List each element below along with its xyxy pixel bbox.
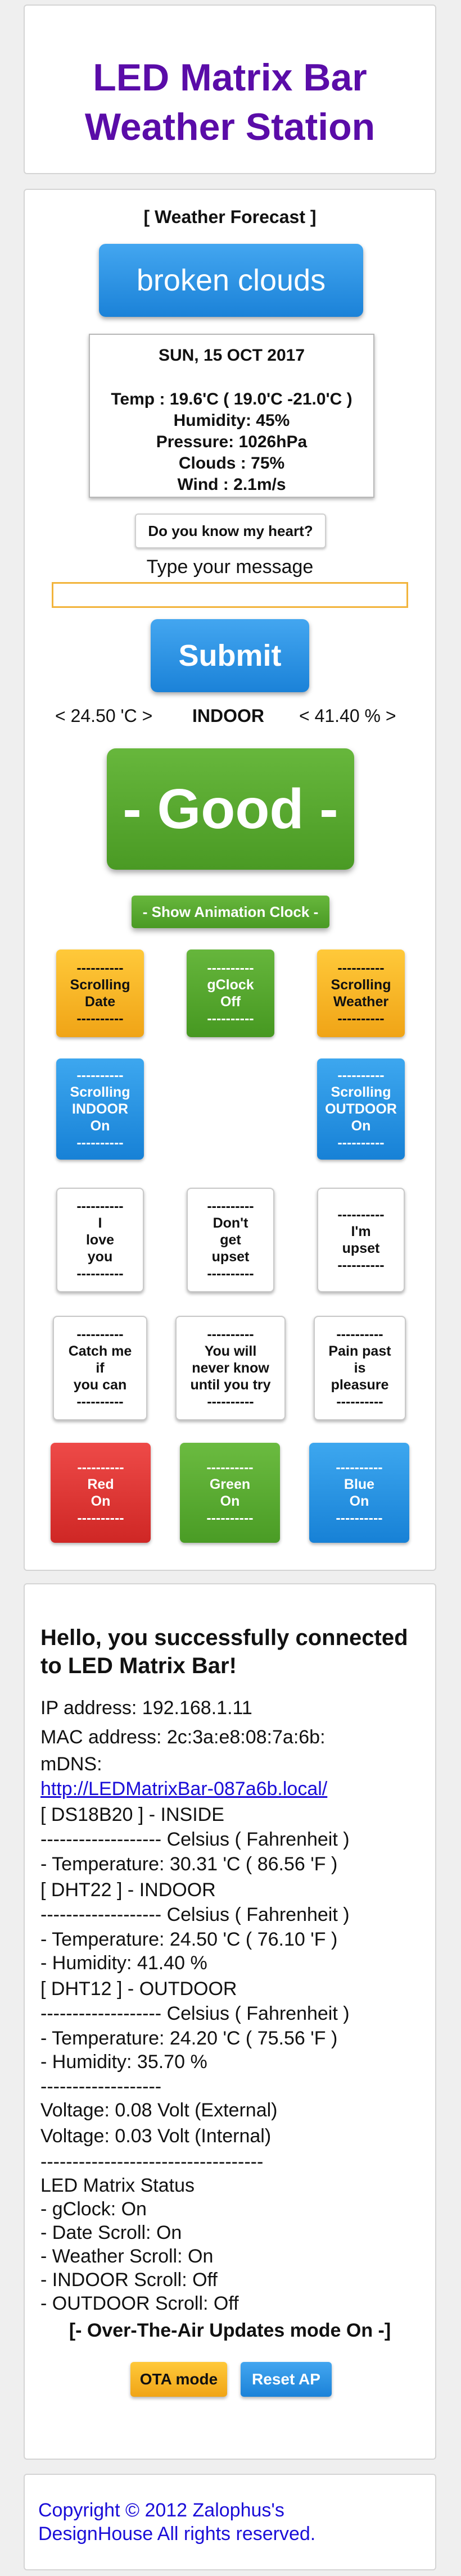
tile-scrolling-outdoor[interactable] — [317, 1058, 405, 1160]
tile-gclock[interactable] — [187, 949, 274, 1037]
tile-label: On — [91, 1493, 111, 1509]
dht22-heading: [ DHT22 ] - INDOOR — [40, 1879, 216, 1901]
tile-label: On — [351, 1118, 371, 1134]
tile-label: OUTDOOR — [325, 1101, 397, 1117]
indoor-label: INDOOR — [192, 706, 264, 726]
separator-long: ----------------------------------- — [40, 2151, 264, 2173]
tile-dash: ---------- — [337, 1011, 385, 1026]
status-date-scroll: - Date Scroll: On — [40, 2222, 182, 2243]
tile-red-led[interactable] — [51, 1443, 151, 1543]
indoor-temp: < 24.50 'C > — [55, 706, 153, 726]
ota-notice: [- Over-The-Air Updates mode On -] — [69, 2320, 391, 2341]
tile-label: you can — [73, 1377, 127, 1393]
message-input[interactable] — [52, 582, 408, 608]
show-animation-clock-button[interactable]: - Show Animation Clock - — [132, 896, 329, 928]
tile-scrolling-indoor[interactable] — [56, 1058, 144, 1160]
tile-label: Green — [209, 1476, 251, 1492]
title-card — [24, 4, 436, 174]
tile-dash: ---------- — [207, 1326, 254, 1342]
forecast-pressure: Pressure: 1026hPa — [156, 433, 308, 451]
tile-label: I'm — [351, 1224, 371, 1239]
dht12-separator: ------------------- Celsius ( Fahrenheit ) — [40, 2003, 350, 2024]
dht22-humidity: - Humidity: 41.40 % — [40, 1952, 207, 1974]
tile-dash: ---------- — [336, 1460, 383, 1475]
tile-dash: ---------- — [337, 1067, 385, 1083]
dht12-heading: [ DHT12 ] - OUTDOOR — [40, 1978, 237, 2000]
tile-label: pleasure — [331, 1377, 389, 1393]
tile-dash: ---------- — [207, 1011, 254, 1026]
ip-address: IP address: 192.168.1.11 — [40, 1697, 252, 1719]
greeting-line: to LED Matrix Bar! — [40, 1653, 237, 1678]
tile-label: Red — [87, 1476, 114, 1492]
page-title — [25, 53, 435, 152]
mdns-link[interactable]: http://LEDMatrixBar-087a6b.local/ — [40, 1778, 328, 1800]
greeting — [40, 1624, 408, 1680]
tile-dash: ---------- — [206, 1460, 254, 1475]
copyright-line: Copyright © 2012 Zalophus's — [38, 2500, 284, 2521]
tile-label: You will — [204, 1343, 257, 1359]
tile-label: never know — [192, 1360, 269, 1376]
tile-i-love-you[interactable] — [56, 1188, 144, 1292]
tile-dash: ---------- — [337, 1207, 385, 1223]
voltage-external: Voltage: 0.08 Volt (External) — [40, 2100, 278, 2121]
tile-dash: ---------- — [207, 1394, 254, 1410]
reset-ap-button[interactable]: Reset AP — [241, 2362, 332, 2397]
forecast-heading: [ Weather Forecast ] — [143, 207, 317, 227]
copyright-line: DesignHouse All rights reserved. — [38, 2523, 316, 2545]
submit-button[interactable]: Submit — [151, 619, 309, 692]
tile-label: Pain past — [328, 1343, 391, 1359]
tile-label: Date — [84, 994, 116, 1010]
tile-dash: ---------- — [76, 960, 124, 976]
tile-dash: ---------- — [76, 1198, 124, 1214]
page-title-line2: Weather Station — [84, 106, 376, 148]
dht12-temperature: - Temperature: 24.20 'C ( 75.56 'F ) — [40, 2028, 338, 2049]
tile-never-know[interactable] — [175, 1316, 286, 1420]
dht22-temperature: - Temperature: 24.50 'C ( 76.10 'F ) — [40, 1929, 338, 1950]
mac-address: MAC address: 2c:3a:e8:08:7a:6b: — [40, 1727, 326, 1748]
tile-label: On — [349, 1493, 369, 1509]
message-label: Type your message — [146, 556, 314, 578]
tile-label: On — [220, 1493, 240, 1509]
tile-dash: ---------- — [207, 960, 254, 976]
tile-dash: ---------- — [76, 1067, 124, 1083]
tile-label: gClock — [207, 977, 254, 993]
tile-dash: ---------- — [207, 1266, 254, 1282]
tile-dash: ---------- — [206, 1510, 254, 1526]
forecast-condition-button[interactable]: broken clouds — [99, 244, 363, 317]
main-card — [24, 189, 436, 1571]
mdns-label: mDNS: — [40, 1753, 102, 1775]
greeting-line: Hello, you successfully connected — [40, 1625, 408, 1650]
tile-im-upset[interactable] — [317, 1188, 405, 1292]
tile-dash: ---------- — [76, 1394, 124, 1410]
status-outdoor-scroll: - OUTDOOR Scroll: Off — [40, 2293, 239, 2314]
tile-label: Off — [220, 994, 241, 1010]
tile-label: get — [220, 1232, 241, 1248]
copyright — [38, 2498, 315, 2546]
forecast-date: SUN, 15 OCT 2017 — [158, 346, 305, 365]
forecast-wind: Wind : 2.1m/s — [177, 475, 286, 494]
tile-label: Blue — [344, 1476, 375, 1492]
tile-label: Catch me — [68, 1343, 132, 1359]
tile-dash: ---------- — [336, 1394, 383, 1410]
status-indoor-scroll: - INDOOR Scroll: Off — [40, 2269, 218, 2291]
tile-scrolling-date[interactable] — [56, 949, 144, 1037]
status-heading: LED Matrix Status — [40, 2175, 195, 2196]
tile-label: Scrolling — [331, 977, 391, 993]
voltage-internal: Voltage: 0.03 Volt (Internal) — [40, 2125, 272, 2147]
tile-dash: ---------- — [76, 1011, 124, 1026]
status-gclock: - gClock: On — [40, 2198, 147, 2220]
tile-label: until you try — [190, 1377, 271, 1393]
tile-dash: ---------- — [337, 1135, 385, 1151]
tile-blue-led[interactable] — [309, 1443, 409, 1543]
dht22-separator: ------------------- Celsius ( Fahrenheit ) — [40, 1904, 350, 1925]
footer-card — [24, 2474, 436, 2570]
tile-dash: ---------- — [337, 960, 385, 976]
tile-label: INDOOR — [72, 1101, 128, 1117]
tile-label: On — [90, 1118, 110, 1134]
tile-dash: ---------- — [336, 1326, 383, 1342]
tile-label: upset — [211, 1249, 250, 1265]
tile-dash: ---------- — [337, 1257, 385, 1273]
tile-dont-get-upset[interactable] — [187, 1188, 274, 1292]
ds18b20-heading: [ DS18B20 ] - INSIDE — [40, 1804, 224, 1825]
tile-label: is — [354, 1360, 366, 1376]
page-title-line1: LED Matrix Bar — [93, 56, 367, 99]
tile-dash: ---------- — [76, 1135, 124, 1151]
tile-catch-me[interactable] — [53, 1316, 147, 1420]
forecast-temp: Temp : 19.6'C ( 19.0'C -21.0'C ) — [111, 390, 352, 408]
tile-pain-past[interactable] — [314, 1316, 406, 1420]
tile-dash: ---------- — [76, 1266, 124, 1282]
dht12-humidity: - Humidity: 35.70 % — [40, 2051, 207, 2073]
tile-scrolling-weather[interactable] — [317, 949, 405, 1037]
ota-mode-button[interactable]: OTA mode — [130, 2362, 227, 2397]
tile-dash: ---------- — [76, 1326, 124, 1342]
tile-dash: ---------- — [336, 1510, 383, 1526]
tile-dash: ---------- — [77, 1510, 124, 1526]
air-quality-button[interactable]: - Good - — [107, 748, 354, 870]
tile-label: if — [96, 1360, 105, 1376]
tile-label: Don't — [213, 1215, 248, 1231]
tile-label: you — [87, 1249, 113, 1265]
indoor-humidity: < 41.40 % > — [299, 706, 396, 726]
tile-green-led[interactable] — [180, 1443, 280, 1543]
forecast-clouds: Clouds : 75% — [178, 454, 285, 473]
tile-label: love — [85, 1232, 115, 1248]
forecast-humidity: Humidity: 45% — [173, 411, 290, 430]
forecast-detail-box — [89, 334, 374, 498]
tile-dash: ---------- — [77, 1460, 124, 1475]
tile-label: Scrolling — [70, 1084, 130, 1100]
info-card — [24, 1583, 436, 2460]
separator-short: ------------------- — [40, 2076, 162, 2097]
tile-label: Scrolling — [70, 977, 130, 993]
tile-dash: ---------- — [207, 1198, 254, 1214]
ds18b20-temperature: - Temperature: 30.31 'C ( 86.56 'F ) — [40, 1853, 338, 1875]
tile-label: upset — [342, 1241, 380, 1256]
heart-button[interactable]: Do you know my heart? — [135, 514, 326, 548]
tile-label: I — [98, 1215, 102, 1231]
tile-label: Weather — [333, 994, 389, 1010]
status-weather-scroll: - Weather Scroll: On — [40, 2246, 214, 2267]
ds18b20-separator: ------------------- Celsius ( Fahrenheit ) — [40, 1829, 350, 1850]
tile-label: Scrolling — [331, 1084, 391, 1100]
